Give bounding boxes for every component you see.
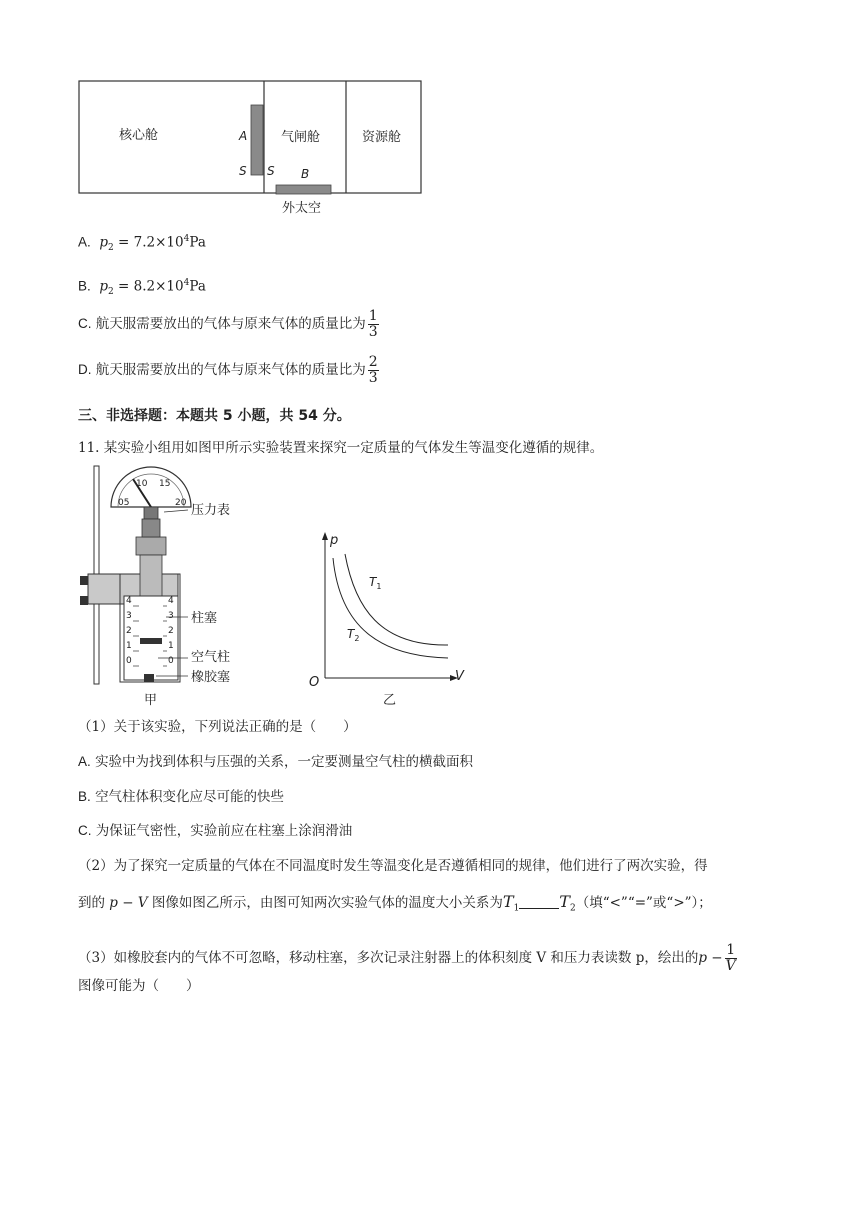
- scale-left-4: 4: [126, 596, 132, 606]
- gauge-label: 压力表: [191, 503, 231, 518]
- label-S-left: S: [239, 164, 247, 178]
- hatch-A: [251, 105, 263, 175]
- gauge-tick-15: 15: [159, 479, 171, 489]
- scale-left-2: 2: [126, 626, 132, 636]
- option-c[interactable]: C. 航天服需要放出的气体与原来气体的质量比为 $\frac{1}{3}$: [78, 308, 378, 340]
- cabin-diagram: [78, 80, 424, 220]
- rubber-plug-label: 橡胶塞: [191, 670, 231, 685]
- figure-yi-caption: 乙: [383, 693, 397, 708]
- q11-part1-option-a[interactable]: A. 实验中为找到体积与压强的关系，一定要测量空气柱的横截面积: [78, 754, 474, 770]
- curve-T1-label: $T_1$: [369, 575, 382, 591]
- fraction-one-third: $\frac{1}{3}$: [368, 308, 378, 340]
- gauge-neck: [142, 519, 160, 537]
- label-A: A: [239, 129, 248, 143]
- fraction-two-thirds: $\frac{2}{3}$: [368, 354, 378, 386]
- gauge-coupler: [136, 537, 166, 555]
- option-b[interactable]: B. $p_2 = 8.2\times 10^4Pa$: [78, 278, 206, 298]
- origin-label: O: [309, 675, 320, 690]
- scale-left-1: 1: [126, 641, 132, 651]
- outer-space-label: 外太空: [282, 201, 322, 216]
- option-d[interactable]: D. 航天服需要放出的气体与原来气体的质量比为 $\frac{2}{3}$: [78, 354, 378, 386]
- piston-label: 柱塞: [191, 611, 218, 626]
- clamp-screw-top: [80, 576, 88, 585]
- scale-left-3: 3: [126, 611, 132, 621]
- resource-cabin-label: 资源舱: [362, 130, 402, 145]
- clamp-screw-bottom: [80, 596, 88, 605]
- option-a[interactable]: A. $p_2 = 7.2\times 10^4Pa$: [78, 234, 206, 254]
- scale-right-4: 4: [168, 596, 174, 606]
- q11-part2-line1: （2）为了探究一定质量的气体在不同温度时发生等温变化是否遵循相同的规律，他们进行了两次实验，得: [78, 858, 708, 874]
- section-title: 三、非选择题：本题共 5 小题，共 54 分。: [78, 408, 351, 424]
- gauge-tick-20: 20: [175, 498, 187, 508]
- scale-right-2: 2: [168, 626, 174, 636]
- label-S-right: S: [267, 164, 275, 178]
- q11-part1-option-b[interactable]: B. 空气柱体积变化应尽可能的快些: [78, 789, 285, 805]
- q11-intro: 11. 某实验小组用如图甲所示实验装置来探究一定质量的气体发生等温变化遵循的规律。: [78, 440, 604, 456]
- hatch-B: [276, 185, 331, 194]
- scale-right-1: 1: [168, 641, 174, 651]
- isotherm-T2: [333, 558, 448, 658]
- rubber-plug: [144, 674, 154, 682]
- y-axis-label: p: [330, 533, 339, 548]
- piston-head: [140, 638, 162, 644]
- scale-right-3: 3: [168, 611, 174, 621]
- x-axis-label: V: [455, 669, 464, 684]
- label-B: B: [301, 167, 310, 181]
- core-cabin-label: 核心舱: [119, 128, 159, 143]
- answer-blank[interactable]: [519, 896, 559, 909]
- fraction-one-over-v: $\frac{1}{V}$: [725, 942, 736, 974]
- q11-part1-option-c[interactable]: C. 为保证气密性，实验前应在柱塞上涂润滑油: [78, 823, 353, 839]
- gauge-stem: [144, 507, 158, 519]
- air-column-label: 空气柱: [191, 650, 231, 665]
- gauge-tick-05: 05: [118, 498, 130, 508]
- q11-part2-line2: 到的 p − V 图像如图乙所示，由图可知两次实验气体的温度大小关系为$T_1$ $T_2$（填“<”“=”或“>”）；: [78, 892, 712, 914]
- figure-jia-caption: 甲: [144, 693, 158, 708]
- curve-T2-label: $T_2$: [347, 627, 360, 643]
- q11-part1-stem: （1）关于该实验，下列说法正确的是（ ）: [78, 719, 357, 735]
- pv-graph: [300, 528, 480, 710]
- scale-left-0: 0: [126, 656, 132, 666]
- y-axis-arrow: [322, 532, 328, 540]
- isotherm-T1: [345, 554, 448, 645]
- gauge-tick-10: 10: [136, 479, 148, 489]
- airlock-cabin-label: 气闸舱: [281, 130, 321, 145]
- apparatus-figure: [78, 462, 268, 710]
- q11-part3-line1: （3）如橡胶套内的气体不可忽略，移动柱塞，多次记录注射器上的体积刻度 V 和压力表读数 p，绘出的p − $\frac{1}{V}$: [78, 942, 736, 974]
- scale-right-0: 0: [168, 656, 174, 666]
- q11-part3-line2: 图像可能为（ ）: [78, 978, 200, 994]
